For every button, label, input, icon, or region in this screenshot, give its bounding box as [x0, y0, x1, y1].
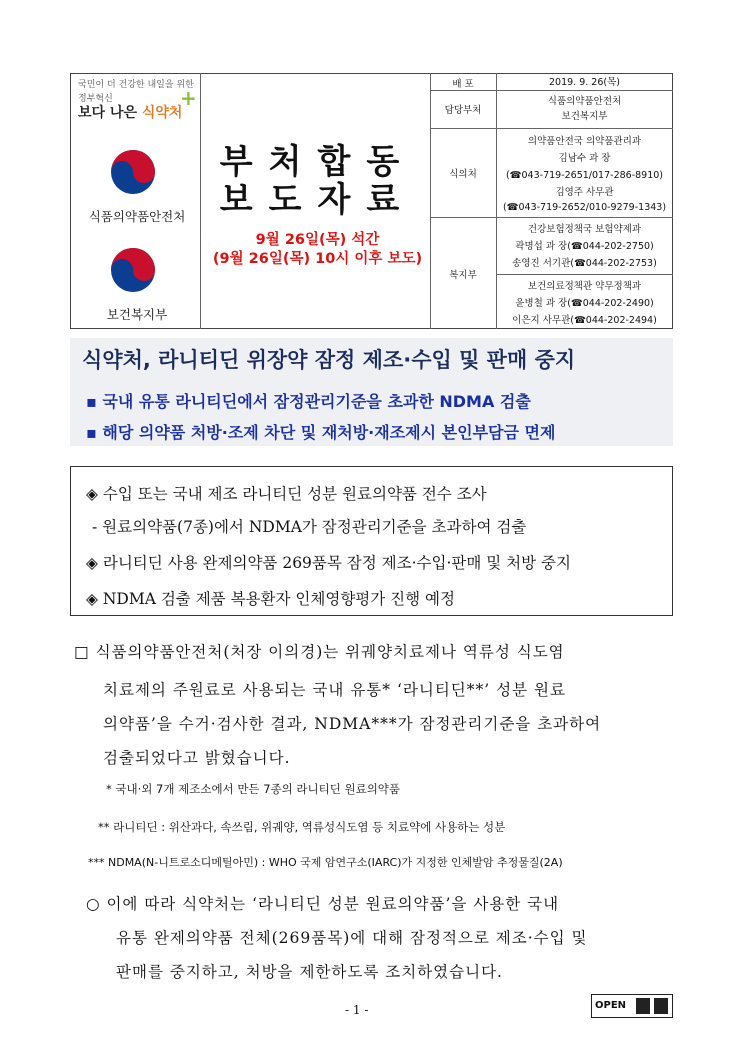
grid-divider: [430, 217, 673, 218]
label-welfare: 복지부: [449, 270, 477, 281]
slogan-prefix: 정부혁신: [78, 94, 113, 104]
title-line-1: 부처합동: [219, 142, 416, 182]
label-contact: 식의처: [449, 169, 477, 180]
page-number: - 1 -: [345, 1003, 369, 1017]
body-paragraph-line: □ 식품의약품안전처(처장 이의경)는 위궤양치료제나 역류성 식도염: [74, 643, 565, 661]
label-date: 배 포: [452, 79, 474, 90]
headline-bullet: ▪ 해당 의약품 처방·조제 차단 및 재처방·재조제시 본인부담금 면제: [86, 423, 556, 442]
org-name-mfds: 식품의약품안전처: [88, 209, 186, 224]
welfare-line: 건강보험정책국 보험약제과: [527, 224, 642, 235]
grid-divider: [430, 73, 431, 329]
welfare-line: 송영진 서기관(☎044-202-2753): [512, 258, 657, 269]
slogan-brand-main: 보다 나은: [78, 105, 137, 121]
government-emblem-icon: [109, 148, 157, 196]
body-paragraph-line: 판매를 중지하고, 처방을 제한하도록 조치하였습니다.: [116, 963, 503, 981]
contact-line: (☎043-719-2651/017-286-8910): [505, 170, 664, 181]
title-line-2: 보도자료: [219, 180, 416, 220]
footnote: *** NDMA(N-니트로소디메틸아민) : WHO 국제 암연구소(IARC)가 지정한 인체발암 추정물질(2A): [88, 856, 563, 869]
footnote: ** 라니티딘 : 위산과다, 속쓰림, 위궤양, 역류성식도염 등 치료약에 사용하는 성분: [98, 820, 506, 834]
release-note: (9월 26일(목) 10시 이후 보도): [212, 251, 423, 267]
slogan-top: 국민이 더 건강한 내일을 위한: [78, 80, 194, 90]
body-paragraph-line: 치료제의 주원료로 사용되는 국내 유통* ‘라니티딘**’ 성분 원료: [103, 681, 566, 699]
welfare-line: 이은지 사무관(☎044-202-2494): [512, 315, 657, 326]
welfare-line: 윤병철 과 장(☎044-202-2490): [515, 298, 654, 309]
summary-item: - 원료의약품(7종)에서 NDMA가 잠정관리기준을 초과하여 검출: [92, 518, 527, 536]
dept-value-2: 보건복지부: [561, 111, 608, 122]
contact-line: 김남수 과 장: [558, 153, 611, 164]
license-mark-icon: [636, 998, 650, 1014]
contact-line: (☎043-719-2652/010-9279-1343): [502, 202, 667, 213]
license-mark-icon: [654, 998, 668, 1014]
slogan-brand: [78, 102, 182, 122]
open-license-badge: [591, 994, 673, 1018]
date-value: 2019. 9. 26(목): [549, 77, 620, 88]
contact-line: 의약품안전국 의약품관리과: [527, 136, 642, 147]
government-emblem-icon: [109, 246, 157, 294]
body-paragraph-line: 검출되었다고 밝혔습니다.: [103, 749, 291, 767]
grid-divider: [496, 73, 497, 329]
slogan-brand-name: 식약처: [141, 105, 183, 121]
headline-bullet: ▪ 국내 유통 라니티딘에서 잠정관리기준을 초과한 NDMA 검출: [86, 392, 531, 411]
org-name-mohw: 보건복지부: [106, 307, 168, 322]
headline-title: 식약처, 라니티딘 위장약 잠정 제조·수입 및 판매 중지: [82, 348, 576, 372]
label-dept: 담당부처: [444, 105, 482, 116]
welfare-line: 곽명섭 과 장(☎044-202-2750): [515, 241, 654, 252]
release-time: 9월 26일(목) 석간: [255, 232, 380, 248]
body-paragraph-line: 의약품’을 수거·검사한 결과, NDMA***가 잠정관리기준을 초과하여: [103, 715, 602, 733]
grid-divider: [430, 128, 673, 129]
summary-item: ◈ NDMA 검출 제품 복용환자 인체영향평가 진행 예정: [86, 590, 455, 608]
grid-divider: [496, 274, 673, 275]
summary-item: ◈ 라니티딘 사용 완제의약품 269품목 잠정 제조·수입·판매 및 처방 중지: [86, 554, 572, 572]
open-badge-label: OPEN: [595, 1000, 627, 1011]
dept-value-1: 식품의약품안전처: [547, 96, 622, 107]
welfare-line: 보건의료정책관 약무정책과: [527, 281, 642, 292]
contact-line: 김영주 사무관: [555, 187, 614, 198]
summary-item: ◈ 수입 또는 국내 제조 라니티딘 성분 원료의약품 전수 조사: [86, 485, 487, 503]
grid-divider: [430, 90, 673, 91]
plus-icon: +: [180, 86, 197, 110]
footnote: * 국내·외 7개 제조소에서 만든 7종의 라니티딘 원료의약품: [106, 782, 401, 796]
body-paragraph-line: ○ 이에 따라 식약처는 ‘라니티딘 성분 원료의약품’을 사용한 국내: [86, 895, 560, 913]
body-paragraph-line: 유통 완제의약품 전체(269품목)에 대해 잠정적으로 제조·수입 및: [116, 929, 588, 947]
